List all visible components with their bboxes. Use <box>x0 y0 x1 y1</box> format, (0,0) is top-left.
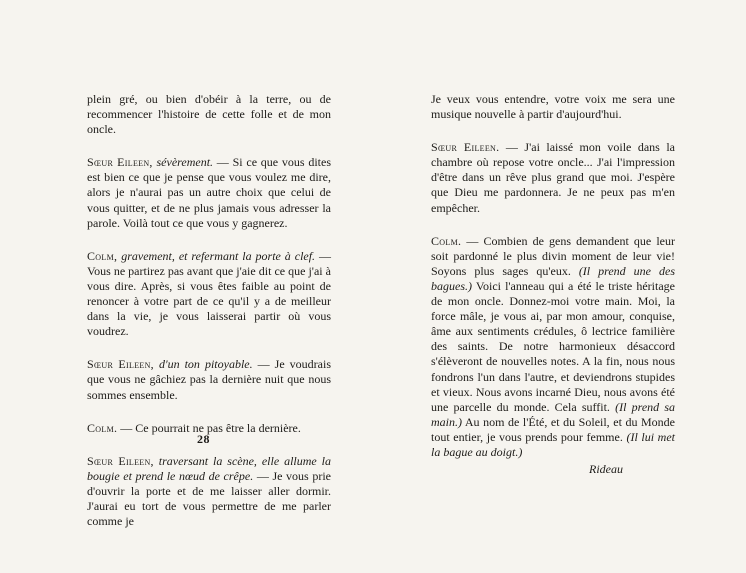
dialogue-text: — Combien de gens demandent que leur soit pardonné le plus divin moment de leur vie! Soyons plus sages qu'eux. <box>431 233 675 278</box>
speaker-name: Colm. <box>431 233 462 248</box>
right-paragraph-2 <box>431 140 675 215</box>
page-number: 28 <box>197 432 210 446</box>
speaker-name: Sœur Eileen. <box>431 140 500 155</box>
dialogue-text: — Je voudrais que vous ne gâchiez pas la dernière nuit que nous sommes ensemble. <box>87 357 332 402</box>
left-paragraph-2 <box>87 155 331 230</box>
stage-direction: gravement, et refermant la porte à clef. <box>121 248 316 263</box>
dialogue-text: Voici l'anneau qui a été le triste héritage de mon oncle. Donnez-moi votre main. Moi, la force mâle, je vous ai, par mon amour, conquise, âme aux sentiments crédules, ô lectrice familière des saints. De notre harmonieux désaccord s'élèveront de nouvelles notes. A la fin, nous nous fondrons l'un dans l'autre, et deviendrons stupides et vieux. Nous avons incarné Dieu, nous avons été une parcelle du monde. Cela suffit. <box>431 278 675 414</box>
dialogue-text: Au nom de l'Été, et du Soleil, et du Monde tout entier, je vous prends pour femme. <box>431 414 675 444</box>
dialogue-text: — Ce pourrait ne pas être la dernière. <box>117 420 301 435</box>
left-paragraph-6 <box>87 454 331 529</box>
dialogue-text: — Je vous prie d'ouvrir la porte et de me laisser aller dormir. J'aurai eu tort de vous permettre de me parler comme je <box>87 468 332 529</box>
dialogue-text: — J'ai laissé mon voile dans la chambre où repose votre oncle... J'ai l'impression d'être dans un rêve plus grand que moi. J'espère que Dieu me pardonnera. Je ne peux pas m'en empêcher. <box>431 140 676 215</box>
stage-direction: d'un ton pitoyable. <box>159 357 253 372</box>
speaker-name: Sœur Eileen, <box>87 357 154 372</box>
dialogue-text: — Vous ne partirez pas avant que j'aie dit ce que j'ai à vous dire. Après, si vous êtes faible au point de renoncer à votre part de ce qu'il y a de meilleur dans la vie, je vous laisserai partir où vous voudrez. <box>87 248 332 339</box>
speaker-name: Sœur Eileen, <box>87 155 153 170</box>
left-paragraph-1: plein gré, ou bien d'obéir à la terre, ou de recommencer l'histoire de cette folle et de mon oncle. <box>87 92 331 137</box>
stage-direction: traversant la scène, elle allume la bougie et prend le nœud de crêpe. <box>87 453 331 483</box>
stage-direction: (Il lui met la bague au doigt.) <box>431 429 676 459</box>
curtain-direction: Rideau <box>589 462 623 477</box>
left-paragraph-3 <box>87 249 331 340</box>
stage-direction: sévèrement. <box>156 155 214 170</box>
stage-direction: (Il prend une des bagues.) <box>431 263 675 293</box>
left-page <box>87 92 331 547</box>
right-paragraph-3 <box>431 234 675 460</box>
right-paragraph-1: Je veux vous entendre, votre voix me sera une musique nouvelle à partir d'aujourd'hui. <box>431 92 675 122</box>
stage-direction: (Il prend sa main.) <box>431 399 676 429</box>
speaker-name: Colm. <box>87 420 118 435</box>
left-paragraph-4 <box>87 357 331 402</box>
right-page <box>431 92 675 495</box>
dialogue-text: — Si ce que vous dites est bien ce que je pense que vous voulez me dire, alors je n'aurai pas un autre choix que celui de vous quitter, et de ne plus jamais vous adresser la parole. Voilà tout ce que vous y gagnerez. <box>87 155 332 230</box>
speaker-name: Colm, <box>87 248 118 263</box>
speaker-name: Sœur Eileen, <box>87 453 154 468</box>
